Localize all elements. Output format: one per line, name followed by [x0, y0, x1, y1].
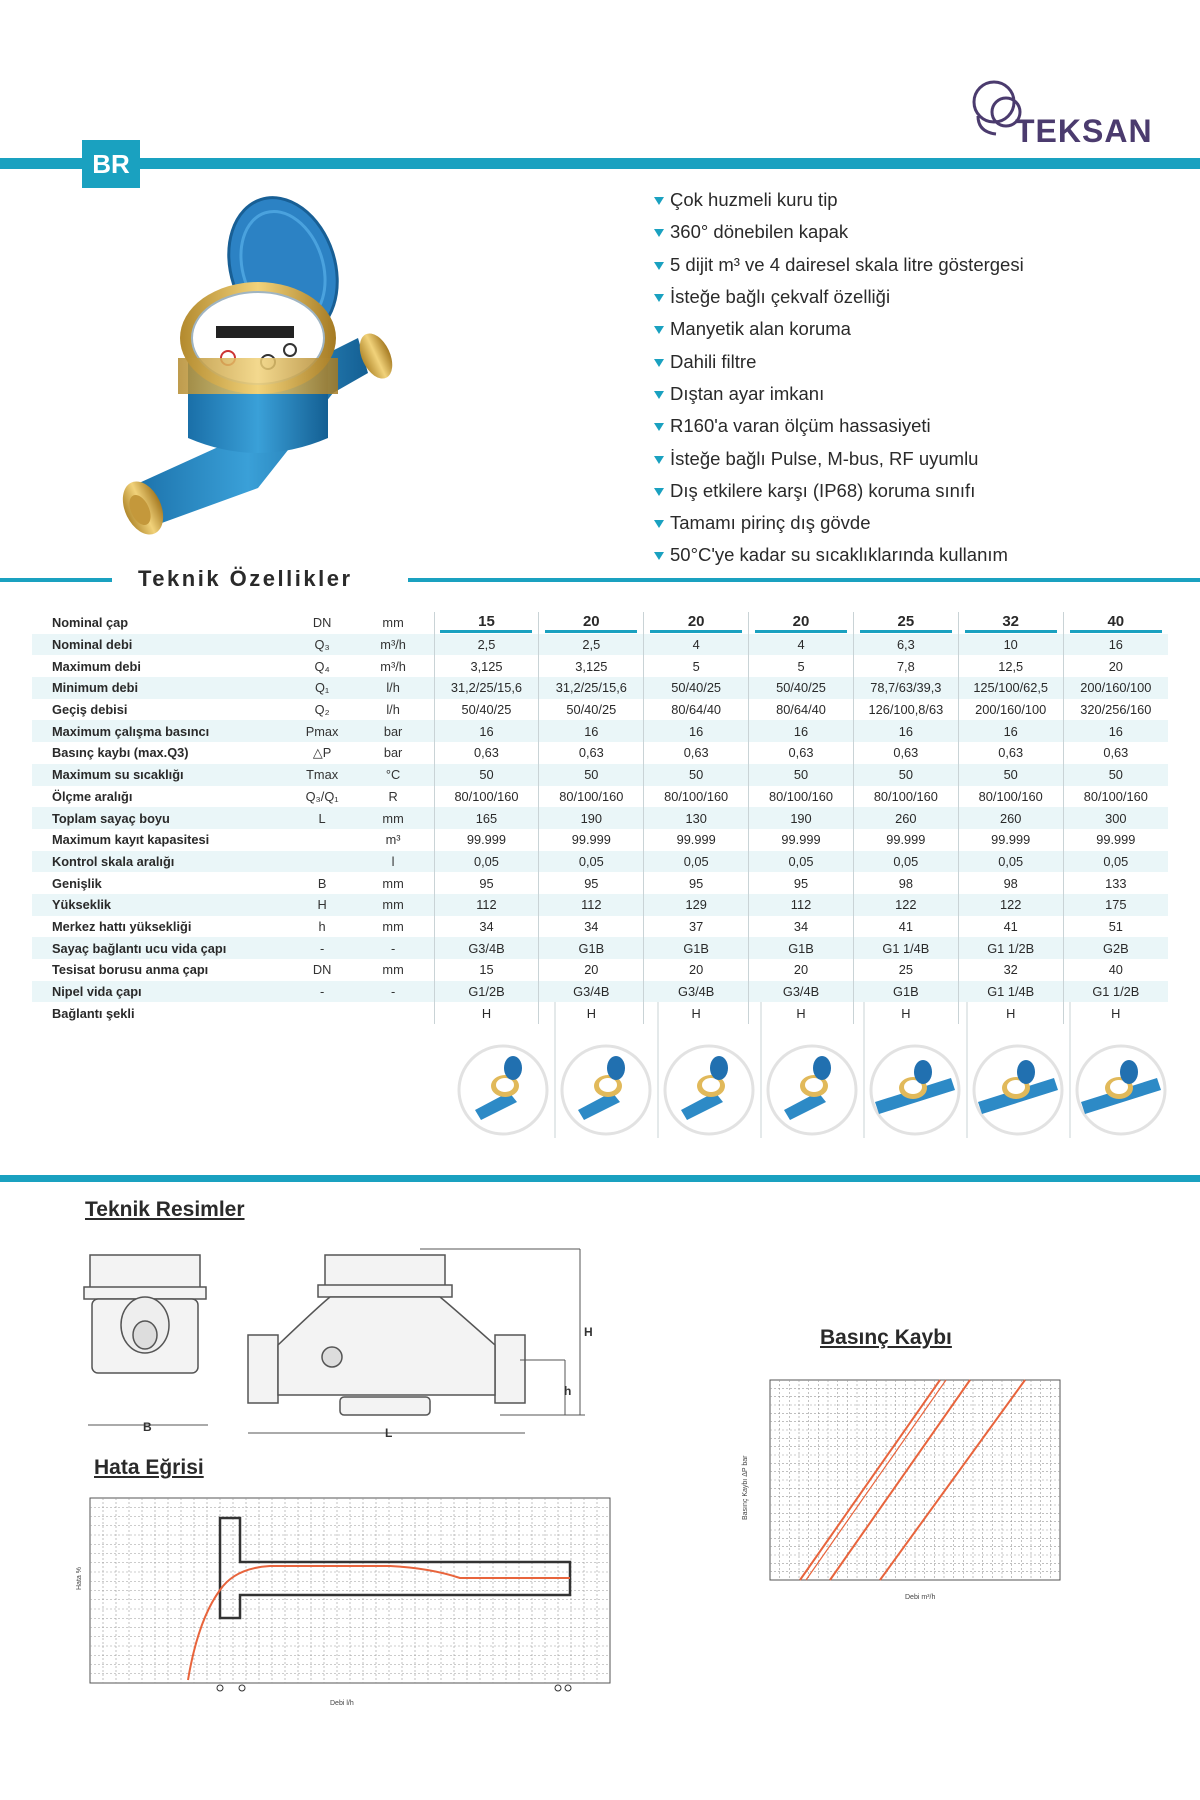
- spec-name: Ölçme aralığı: [52, 788, 133, 804]
- spec-symbol: DN: [312, 615, 332, 631]
- spec-value: 50: [958, 764, 1063, 786]
- spec-value: 32: [958, 959, 1063, 981]
- triangle-bullet-icon: [654, 391, 664, 399]
- spec-symbol: Tmax: [292, 764, 353, 786]
- spec-value: 3,125: [434, 655, 539, 677]
- spec-value: 16: [749, 720, 854, 742]
- spec-value: 2,5: [539, 634, 644, 656]
- model-thumbnail-icon: [459, 1046, 547, 1134]
- section-divider: [408, 578, 1200, 582]
- spec-value: 98: [853, 872, 958, 894]
- error-curve-chart: [70, 1490, 615, 1710]
- spec-value: 31,2/25/15,6: [434, 677, 539, 699]
- triangle-bullet-icon: [654, 359, 664, 367]
- spec-name: Minimum debi: [32, 677, 292, 699]
- pressure-loss-ylabel: Basınç Kaybı ΔP bar: [742, 1455, 749, 1520]
- spec-name: Maximum debi: [52, 658, 141, 674]
- spec-name: Maximum kayıt kapasitesi: [52, 832, 210, 848]
- spec-value: 0,05: [1063, 851, 1168, 873]
- spec-name: Maximum çalışma basıncı: [32, 720, 292, 742]
- spec-value: G1B: [644, 937, 749, 959]
- spec-value: H: [749, 1002, 854, 1024]
- spec-row: [32, 655, 1168, 677]
- spec-value: 0,05: [434, 851, 539, 873]
- spec-row: [32, 699, 1168, 721]
- spec-value: 122: [958, 894, 1063, 916]
- spec-symbol: Q₂: [314, 702, 330, 718]
- model-thumbnail-icon: [562, 1046, 650, 1134]
- spec-symbol: Q₃/Q₁: [305, 788, 339, 804]
- spec-value: 15: [434, 959, 539, 981]
- spec-value: 0,05: [853, 851, 958, 873]
- spec-value: 10: [958, 634, 1063, 656]
- triangle-bullet-icon: [654, 423, 664, 431]
- feature-item: Dış etkilere karşı (IP68) koruma sınıfı: [654, 475, 1024, 507]
- spec-value: 80/100/160: [434, 786, 539, 808]
- model-thumbnail-icon: [974, 1046, 1062, 1134]
- spec-value: 0,05: [539, 851, 644, 873]
- spec-symbol: L: [292, 807, 353, 829]
- spec-row: [32, 937, 1168, 959]
- spec-symbol: -: [292, 981, 353, 1003]
- spec-value: 12,5: [958, 655, 1063, 677]
- spec-value: H: [958, 1002, 1063, 1024]
- pressure-loss-title: Basınç Kaybı: [820, 1326, 952, 1349]
- triangle-bullet-icon: [654, 456, 664, 464]
- spec-value: 20: [644, 959, 749, 981]
- spec-value: 99.999: [853, 829, 958, 851]
- spec-row: [32, 959, 1168, 981]
- spec-value: 5: [749, 655, 854, 677]
- spec-value: 129: [644, 894, 749, 916]
- spec-value: 95: [749, 872, 854, 894]
- spec-value: 0,63: [853, 742, 958, 764]
- spec-value: H: [1063, 1002, 1168, 1024]
- nominal-size-header: 20: [545, 613, 637, 633]
- triangle-bullet-icon: [654, 488, 664, 496]
- spec-value: 112: [539, 894, 644, 916]
- spec-value: H: [853, 1002, 958, 1024]
- spec-value: 0,05: [749, 851, 854, 873]
- spec-row: [32, 894, 1168, 916]
- spec-value: G1 1/4B: [958, 981, 1063, 1003]
- spec-unit: bar: [383, 745, 403, 761]
- spec-unit: l: [353, 851, 434, 873]
- spec-value: 112: [434, 894, 539, 916]
- spec-value: 165: [434, 807, 539, 829]
- spec-value: 0,63: [1063, 742, 1168, 764]
- spec-value: 50/40/25: [434, 699, 539, 721]
- technical-drawing: [80, 1235, 600, 1445]
- feature-item: İsteğe bağlı Pulse, M-bus, RF uyumlu: [654, 442, 1024, 474]
- spec-value: 50/40/25: [539, 699, 644, 721]
- spec-value: G3/4B: [539, 981, 644, 1003]
- spec-value: 95: [539, 872, 644, 894]
- spec-value: 99.999: [539, 829, 644, 851]
- pressure-loss-xlabel: Debi m³/h: [905, 1594, 936, 1601]
- nominal-size-header: 20: [755, 613, 847, 633]
- spec-unit: R: [388, 788, 398, 804]
- spec-symbol: [292, 851, 353, 873]
- spec-value: 16: [434, 720, 539, 742]
- spec-unit: -: [353, 981, 434, 1003]
- feature-item: R160'a varan ölçüm hassasiyeti: [654, 410, 1024, 442]
- spec-value: 40: [1063, 959, 1168, 981]
- nominal-size-header: 25: [860, 613, 952, 633]
- spec-value: 80/100/160: [853, 786, 958, 808]
- spec-value: 4: [644, 634, 749, 656]
- spec-unit: mm: [353, 894, 434, 916]
- chart-grid: [90, 1498, 610, 1683]
- section-divider: [0, 1175, 1200, 1182]
- spec-value: 260: [958, 807, 1063, 829]
- dimension-length-label: L: [385, 1426, 393, 1440]
- spec-value: 2,5: [434, 634, 539, 656]
- spec-name: Bağlantı şekli: [52, 1005, 135, 1021]
- spec-unit: m³/h: [353, 634, 434, 656]
- dimension-height-label: H: [584, 1325, 593, 1339]
- spec-name: Geçiş debisi: [52, 702, 128, 718]
- spec-row: [32, 872, 1168, 894]
- triangle-bullet-icon: [654, 262, 664, 270]
- spec-name: Tesisat borusu anma çapı: [52, 962, 209, 978]
- spec-value: 78,7/63/39,3: [853, 677, 958, 699]
- spec-value: G2B: [1063, 937, 1168, 959]
- feature-item: Manyetik alan koruma: [654, 313, 1024, 345]
- spec-value: 3,125: [539, 655, 644, 677]
- spec-value: 133: [1063, 872, 1168, 894]
- spec-row: [32, 677, 1168, 699]
- spec-value: 98: [958, 872, 1063, 894]
- spec-unit: bar: [353, 720, 434, 742]
- spec-value: G1/2B: [434, 981, 539, 1003]
- spec-value: 20: [749, 959, 854, 981]
- spec-value: 50: [749, 764, 854, 786]
- spec-value: 6,3: [853, 634, 958, 656]
- section-divider: [0, 578, 112, 582]
- spec-row: [32, 807, 1168, 829]
- model-thumbnails: [0, 1040, 1200, 1140]
- spec-value: 16: [539, 720, 644, 742]
- spec-name: Basınç kaybı (max.Q3): [52, 745, 189, 761]
- spec-value: 41: [853, 916, 958, 938]
- spec-value: [1063, 612, 1168, 634]
- nominal-size-header: 15: [440, 613, 532, 633]
- spec-row: [32, 851, 1168, 873]
- spec-value: 16: [958, 720, 1063, 742]
- feature-item: 50°C'ye kadar su sıcaklıklarında kullanım: [654, 539, 1024, 571]
- spec-value: 200/160/100: [1063, 677, 1168, 699]
- triangle-bullet-icon: [654, 326, 664, 334]
- spec-name: Nominal debi: [32, 634, 292, 656]
- spec-name: Merkez hattı yüksekliği: [52, 918, 192, 934]
- flow-marker: [239, 1685, 245, 1691]
- spec-row: [32, 829, 1168, 851]
- spec-value: G1 1/2B: [1063, 981, 1168, 1003]
- spec-value: H: [539, 1002, 644, 1024]
- spec-name: Sayaç bağlantı ucu vida çapı: [32, 937, 292, 959]
- spec-value: 130: [644, 807, 749, 829]
- spec-value: 34: [749, 916, 854, 938]
- triangle-bullet-icon: [654, 552, 664, 560]
- spec-symbol: Q₄: [314, 658, 330, 674]
- nominal-size-header: 20: [650, 613, 742, 633]
- spec-symbol: h: [318, 918, 326, 934]
- spec-value: 20: [539, 959, 644, 981]
- spec-value: H: [644, 1002, 749, 1024]
- spec-value: 37: [644, 916, 749, 938]
- spec-value: 50: [853, 764, 958, 786]
- spec-row: [32, 764, 1168, 786]
- spec-value: [644, 612, 749, 634]
- pressure-loss-chart: [740, 1360, 1080, 1610]
- spec-value: 20: [1063, 655, 1168, 677]
- spec-table: [32, 612, 1168, 1024]
- spec-value: 4: [749, 634, 854, 656]
- spec-unit: -: [353, 937, 434, 959]
- feature-item: Dahili filtre: [654, 345, 1024, 377]
- spec-row: [32, 916, 1168, 938]
- spec-value: 0,63: [749, 742, 854, 764]
- spec-row: [32, 742, 1168, 764]
- spec-value: 5: [644, 655, 749, 677]
- spec-value: 125/100/62,5: [958, 677, 1063, 699]
- spec-name: Genişlik: [52, 875, 102, 891]
- spec-unit: m³/h: [380, 658, 406, 674]
- feature-list: [654, 184, 1024, 572]
- spec-value: 126/100,8/63: [853, 699, 958, 721]
- spec-name: Maximum su sıcaklığı: [32, 764, 292, 786]
- spec-value: [434, 612, 539, 634]
- spec-value: [539, 612, 644, 634]
- spec-value: 80/100/160: [539, 786, 644, 808]
- flow-marker: [565, 1685, 571, 1691]
- spec-value: G1B: [853, 981, 958, 1003]
- spec-symbol: -: [292, 937, 353, 959]
- nominal-size-header: 40: [1070, 613, 1162, 633]
- spec-symbol: B: [317, 875, 327, 891]
- spec-value: 80/100/160: [958, 786, 1063, 808]
- triangle-bullet-icon: [654, 229, 664, 237]
- spec-value: 99.999: [644, 829, 749, 851]
- spec-value: 0,05: [958, 851, 1063, 873]
- spec-symbol: DN: [312, 962, 332, 978]
- spec-value: 50: [539, 764, 644, 786]
- spec-value: 190: [539, 807, 644, 829]
- spec-value: G3/4B: [749, 981, 854, 1003]
- drawings-title: Teknik Resimler: [85, 1198, 245, 1221]
- spec-value: 0,63: [958, 742, 1063, 764]
- feature-item: Dıştan ayar imkanı: [654, 378, 1024, 410]
- spec-value: 50/40/25: [749, 677, 854, 699]
- spec-symbol: Q₁: [292, 677, 353, 699]
- triangle-bullet-icon: [654, 520, 664, 528]
- error-curve-xlabel: Debi l/h: [330, 1700, 354, 1707]
- spec-unit: °C: [353, 764, 434, 786]
- spec-row: [32, 786, 1168, 808]
- spec-value: 41: [958, 916, 1063, 938]
- spec-value: 0,63: [434, 742, 539, 764]
- spec-name: Yükseklik: [32, 894, 292, 916]
- flow-marker: [217, 1685, 223, 1691]
- spec-unit: m³: [385, 832, 401, 848]
- feature-item: Tamamı pirinç dış gövde: [654, 507, 1024, 539]
- spec-name: Kontrol skala aralığı: [32, 851, 292, 873]
- triangle-bullet-icon: [654, 197, 664, 205]
- spec-value: 320/256/160: [1063, 699, 1168, 721]
- spec-symbol: [292, 829, 353, 851]
- spec-value: 80/64/40: [644, 699, 749, 721]
- spec-value: 0,63: [539, 742, 644, 764]
- spec-value: 300: [1063, 807, 1168, 829]
- spec-value: 25: [853, 959, 958, 981]
- spec-value: 16: [853, 720, 958, 742]
- dimension-width-label: B: [143, 1420, 152, 1434]
- model-thumbnail-icon: [665, 1046, 753, 1134]
- header-accent-bar: [0, 158, 1200, 169]
- error-curve-title: Hata Eğrisi: [94, 1456, 204, 1479]
- spec-row: [32, 612, 1168, 634]
- brand-name: TEKSAN: [1015, 113, 1153, 149]
- spec-unit: mm: [382, 875, 404, 891]
- spec-symbol: Pmax: [292, 720, 353, 742]
- spec-symbol: H: [292, 894, 353, 916]
- spec-name: Nominal çap: [52, 615, 129, 631]
- flow-marker: [555, 1685, 561, 1691]
- spec-value: 34: [539, 916, 644, 938]
- spec-value: 99.999: [1063, 829, 1168, 851]
- spec-value: 190: [749, 807, 854, 829]
- spec-value: 80/100/160: [749, 786, 854, 808]
- spec-row: [32, 981, 1168, 1003]
- spec-value: 0,63: [644, 742, 749, 764]
- spec-unit: mm: [382, 962, 404, 978]
- spec-value: 200/160/100: [958, 699, 1063, 721]
- spec-value: 99.999: [749, 829, 854, 851]
- spec-value: 260: [853, 807, 958, 829]
- spec-unit: l/h: [386, 702, 400, 718]
- spec-symbol: △P: [312, 744, 332, 760]
- water-meter-image: [118, 188, 418, 548]
- spec-value: [749, 612, 854, 634]
- spec-value: 51: [1063, 916, 1168, 938]
- spec-value: G3/4B: [434, 937, 539, 959]
- spec-value: 95: [644, 872, 749, 894]
- spec-value: 50: [434, 764, 539, 786]
- spec-row: [32, 634, 1168, 656]
- spec-value: G1 1/4B: [853, 937, 958, 959]
- spec-value: 80/100/160: [1063, 786, 1168, 808]
- feature-item: İsteğe bağlı çekvalf özelliği: [654, 281, 1024, 313]
- spec-symbol: Q₃: [292, 634, 353, 656]
- spec-value: [958, 612, 1063, 634]
- dimension-center-height-label: h: [564, 1384, 572, 1398]
- spec-unit: l/h: [353, 677, 434, 699]
- feature-item: 5 dijit m³ ve 4 dairesel skala litre göstergesi: [654, 249, 1024, 281]
- spec-value: H: [434, 1002, 539, 1024]
- spec-value: 99.999: [434, 829, 539, 851]
- spec-value: 99.999: [958, 829, 1063, 851]
- spec-name: Toplam sayaç boyu: [32, 807, 292, 829]
- spec-value: 112: [749, 894, 854, 916]
- spec-value: 50/40/25: [644, 677, 749, 699]
- spec-value: 34: [434, 916, 539, 938]
- spec-value: 95: [434, 872, 539, 894]
- spec-value: 16: [1063, 634, 1168, 656]
- triangle-bullet-icon: [654, 294, 664, 302]
- spec-value: G3/4B: [644, 981, 749, 1003]
- feature-item: Çok huzmeli kuru tip: [654, 184, 1024, 216]
- spec-value: 50: [1063, 764, 1168, 786]
- model-thumbnail-icon: [768, 1046, 856, 1134]
- spec-name: Nipel vida çapı: [32, 981, 292, 1003]
- spec-value: 50: [644, 764, 749, 786]
- model-thumbnail-icon: [1077, 1046, 1165, 1134]
- spec-value: 80/100/160: [644, 786, 749, 808]
- spec-value: 16: [1063, 720, 1168, 742]
- spec-section-title: Teknik Özellikler: [138, 566, 353, 591]
- spec-value: 175: [1063, 894, 1168, 916]
- feature-item: 360° dönebilen kapak: [654, 216, 1024, 248]
- spec-value: 7,8: [853, 655, 958, 677]
- spec-unit: mm: [353, 807, 434, 829]
- spec-value: [853, 612, 958, 634]
- spec-row: [32, 720, 1168, 742]
- model-thumbnail-icon: [871, 1046, 959, 1134]
- spec-value: 16: [644, 720, 749, 742]
- spec-value: 122: [853, 894, 958, 916]
- error-curve-ylabel: Hata %: [76, 1567, 83, 1590]
- chart-grid: [770, 1380, 1060, 1580]
- spec-value: G1B: [539, 937, 644, 959]
- spec-value: 0,05: [644, 851, 749, 873]
- spec-unit: mm: [382, 615, 404, 631]
- spec-value: 80/64/40: [749, 699, 854, 721]
- spec-value: G1B: [749, 937, 854, 959]
- spec-value: 31,2/25/15,6: [539, 677, 644, 699]
- model-tag: BR: [82, 140, 140, 188]
- spec-value: G1 1/2B: [958, 937, 1063, 959]
- nominal-size-header: 32: [965, 613, 1057, 633]
- spec-unit: mm: [382, 918, 404, 934]
